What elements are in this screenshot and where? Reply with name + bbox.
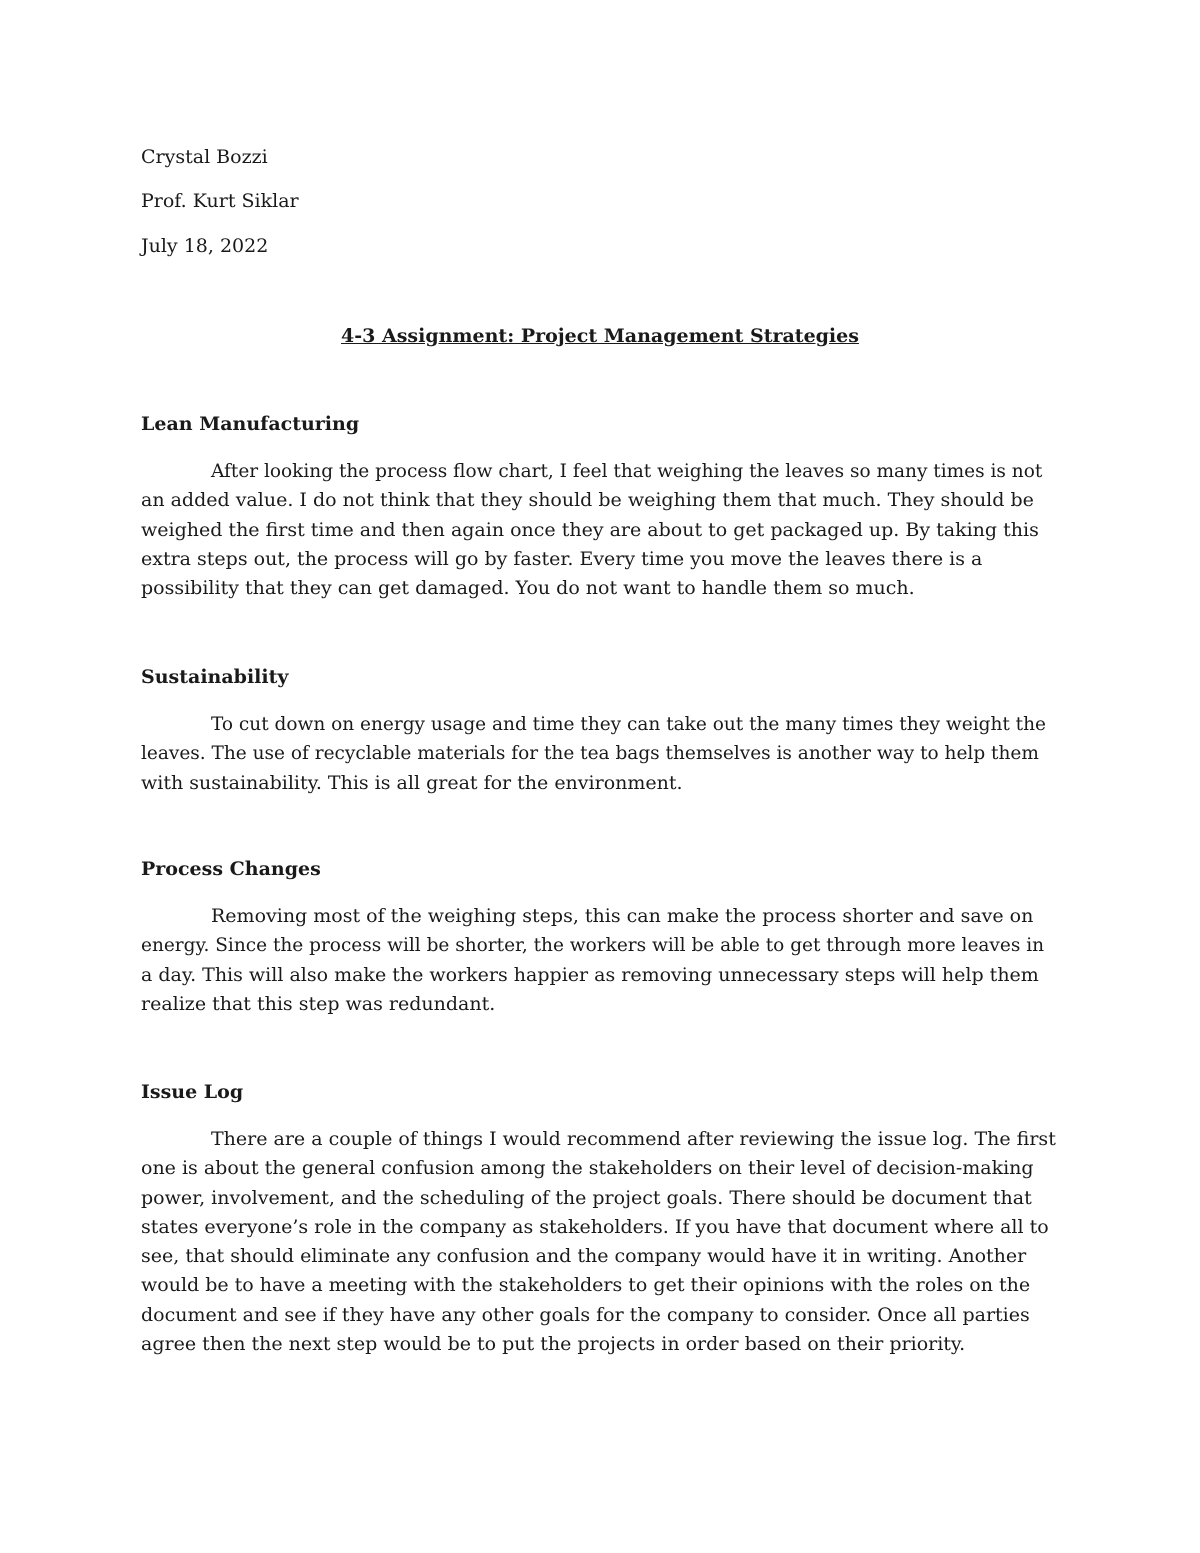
section-paragraph [141, 710, 1056, 798]
document-date: July 18, 2022 [141, 235, 269, 257]
document-title: 4-3 Assignment: Project Management Strategies [341, 325, 859, 347]
paragraph-line: states everyone’s role in the company as stakeholders. If you have that document where all to [141, 1215, 1049, 1238]
paragraph-line: There are a couple of things I would recommend after reviewing the issue log. The first [211, 1128, 1056, 1150]
paragraph-line: power, involvement, and the scheduling of the project goals. There should be document that [141, 1186, 1032, 1209]
paragraph-line: energy. Since the process will be shorter, the workers will be able to get through more leaves in [141, 935, 1045, 957]
paragraph-line: agree then the next step would be to put the projects in order based on their priority. [141, 1333, 966, 1356]
section-heading: Lean Manufacturing [141, 413, 360, 435]
paragraph-line: one is about the general confusion among the stakeholders on their level of decision-making [141, 1157, 1034, 1180]
paragraph-line: a day. This will also make the workers happier as removing unnecessary steps will help them [141, 963, 1039, 986]
paragraph-line: see, that should eliminate any confusion and the company would have it in writing. Another [141, 1245, 1027, 1268]
paragraph-line: To cut down on energy usage and time they can take out the many times they weight the [211, 714, 1046, 735]
paragraph-line: leaves. The use of recyclable materials for the tea bags themselves is another way to help them [141, 743, 1039, 765]
paragraph-line: would be to have a meeting with the stakeholders to get their opinions with the roles on the [141, 1274, 1031, 1297]
section-heading: Issue Log [141, 1081, 244, 1103]
student-name: Crystal Bozzi [141, 146, 268, 168]
paragraph-line: realize that this step was redundant. [141, 992, 496, 1015]
section-heading: Process Changes [141, 858, 321, 880]
paragraph-line: Removing most of the weighing steps, this can make the process shorter and save on [211, 905, 1034, 927]
paragraph-line: extra steps out, the process will go by faster. Every time you move the leaves there is a [141, 547, 983, 570]
paragraph-line: document and see if they have any other goals for the company to consider. Once all parties [141, 1303, 1030, 1326]
section-lean-manufacturing [141, 412, 1056, 603]
section-heading: Sustainability [141, 666, 289, 688]
section-paragraph [141, 1125, 1056, 1359]
paragraph-line: After looking the process flow chart, I feel that weighing the leaves so many times is not [211, 461, 1043, 482]
professor-name: Prof. Kurt Siklar [141, 190, 299, 212]
section-paragraph [141, 457, 1056, 603]
paragraph-line: weighed the first time and then again once they are about to get packaged up. By taking this [141, 518, 1039, 541]
section-sustainability [141, 665, 1056, 798]
section-paragraph [141, 902, 1056, 1019]
section-issue-log [141, 1080, 1056, 1359]
paragraph-line: with sustainability. This is all great for the environment. [141, 771, 683, 794]
section-process-changes [141, 857, 1056, 1019]
paragraph-line: an added value. I do not think that they should be weighing them that much. They should be [141, 489, 1034, 512]
paragraph-line: possibility that they can get damaged. You do not want to handle them so much. [141, 577, 915, 600]
